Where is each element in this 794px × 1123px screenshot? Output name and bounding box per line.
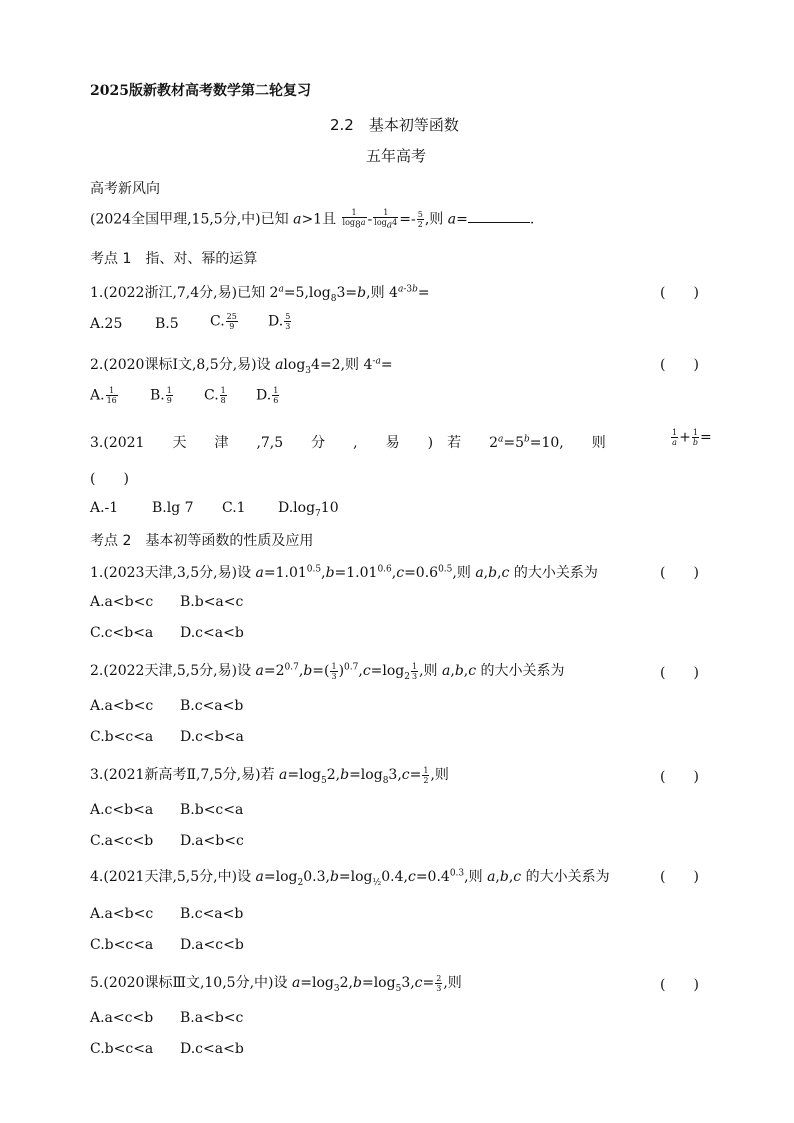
option-b[interactable]: B.c<a<b	[180, 698, 244, 714]
question-text: (2024全国甲理,15,5分,中)已知	[90, 211, 289, 228]
option-c[interactable]: C.1	[222, 500, 246, 516]
series-title: 2025版新教材高考数学第二轮复习	[90, 83, 311, 99]
option-d[interactable]: D. $\frac{5}{3}$	[268, 312, 291, 331]
option-a[interactable]: A.a<c<b	[90, 1010, 154, 1026]
option-b[interactable]: B. $\frac{1}{9}$	[150, 386, 172, 405]
option-a[interactable]: A.a<b<c	[90, 594, 154, 610]
option-b[interactable]: B.lg 7	[152, 500, 194, 516]
option-a[interactable]: A. $\frac{1}{16}$	[90, 386, 117, 405]
option-c[interactable]: C.b<c<a	[90, 937, 154, 953]
answer-paren[interactable]: ( )	[660, 357, 699, 373]
kp2-q3-stem: 3.(2021新高考Ⅱ,7,5分,易)若 $a=\log_52,b=\log_83,c=$ $\frac{1}{2}$ ,则	[90, 765, 449, 786]
option-d[interactable]: $D.\log_710$	[278, 500, 339, 519]
option-d[interactable]: D.c<a<b	[180, 1041, 244, 1057]
option-d[interactable]: D.c<a<b	[180, 625, 244, 641]
answer-paren[interactable]: ( )	[660, 285, 699, 301]
option-a[interactable]: A.25	[90, 316, 123, 332]
option-a[interactable]: A.-1	[90, 500, 119, 516]
subtitle: 五年高考	[366, 147, 427, 165]
new-trend-label: 高考新风向	[90, 181, 160, 197]
answer-paren[interactable]: ( )	[660, 769, 699, 785]
option-d[interactable]: D.c<b<a	[180, 729, 244, 745]
option-b[interactable]: B.b<c<a	[180, 802, 244, 818]
answer-paren[interactable]: ( )	[660, 565, 699, 581]
kp2-q4-stem: 4.(2021天津,5,5分,中)设 $a=\log_20.3,b=\log_{\frac{1}{2}}0.4,c=0.4^{0.3}$,则 a,b,c 的大小关系为	[90, 868, 610, 888]
option-b[interactable]: B.a<b<c	[180, 1010, 244, 1026]
option-d[interactable]: D.a<b<c	[180, 833, 244, 849]
kp2-q1-stem: 1.(2023天津,3,5分,易)设 $a=1.01^{0.5},b=1.01^{0.6},c=0.6^{0.5}$,则 a,b,c 的大小关系为	[90, 564, 598, 581]
option-a[interactable]: A.c<b<a	[90, 802, 154, 818]
option-c[interactable]: C.b<c<a	[90, 729, 154, 745]
answer-paren[interactable]: ( )	[90, 471, 129, 487]
q3-expression: $\frac{1}{a}$ + $\frac{1}{b}$ =	[672, 428, 712, 447]
option-c[interactable]: C.b<c<a	[90, 1041, 154, 1057]
option-c[interactable]: C.c<b<a	[90, 625, 154, 641]
answer-paren[interactable]: ( )	[660, 977, 699, 993]
option-c[interactable]: C. $\frac{25}{9}$	[210, 312, 237, 331]
option-a[interactable]: A.a<b<c	[90, 698, 154, 714]
option-b[interactable]: B.b<a<c	[180, 594, 244, 610]
answer-paren[interactable]: ( )	[660, 665, 699, 681]
kp1-q1-stem: 1.(2022浙江,7,4分,易)已知 $2^a=5,\log_83=b$,则 $4^{a-3b}=$	[90, 284, 430, 304]
option-d[interactable]: D.a<c<b	[180, 937, 244, 953]
kp1-q2-stem: 2.(2020课标Ⅰ文,8,5分,易)设 alog$_3$4=2,则 $4^{-a}=$	[90, 356, 393, 376]
section-title: 2.2 基本初等函数	[330, 116, 459, 134]
answer-paren[interactable]: ( )	[660, 869, 699, 885]
kp2-heading: 考点 2 基本初等函数的性质及应用	[90, 533, 314, 549]
option-b[interactable]: B.c<a<b	[180, 906, 244, 922]
kp1-heading: 考点 1 指、对、幂的运算	[90, 251, 258, 267]
option-a[interactable]: A.a<b<c	[90, 906, 154, 922]
option-c[interactable]: C.a<c<b	[90, 833, 154, 849]
option-c[interactable]: C. $\frac{1}{8}$	[204, 386, 226, 405]
kp2-q5-stem: 5.(2020课标Ⅲ文,10,5分,中)设 $a=\log_32,b=\log_53,c=$ $\frac{2}{3}$ ,则	[90, 973, 462, 994]
kp2-q2-stem: 2.(2022天津,5,5分,易)设 $a=2^{0.7},b=$( $\frac{1}{3}$ )$^{0.7},c=\log_2$ $\frac{1}{3}$ ,则 a,b,c 的大小关系为	[90, 661, 565, 682]
option-b[interactable]: B.5	[155, 316, 179, 332]
answer-blank[interactable]	[468, 210, 530, 223]
new-trend-question: (2024全国甲理,15,5分,中)已知 a>1且 $\frac{1}{\log_8a}$ - $\frac{1}{\log_a4}$ =- $\frac{5}{2}$ ,则 a= .	[90, 208, 535, 231]
option-d[interactable]: D. $\frac{1}{6}$	[256, 386, 279, 405]
kp1-q3-stem: 3.(2021 天 津 ,7,5 分 , 易 ) 若 $2^a=5^b=10$, 则	[90, 434, 606, 451]
